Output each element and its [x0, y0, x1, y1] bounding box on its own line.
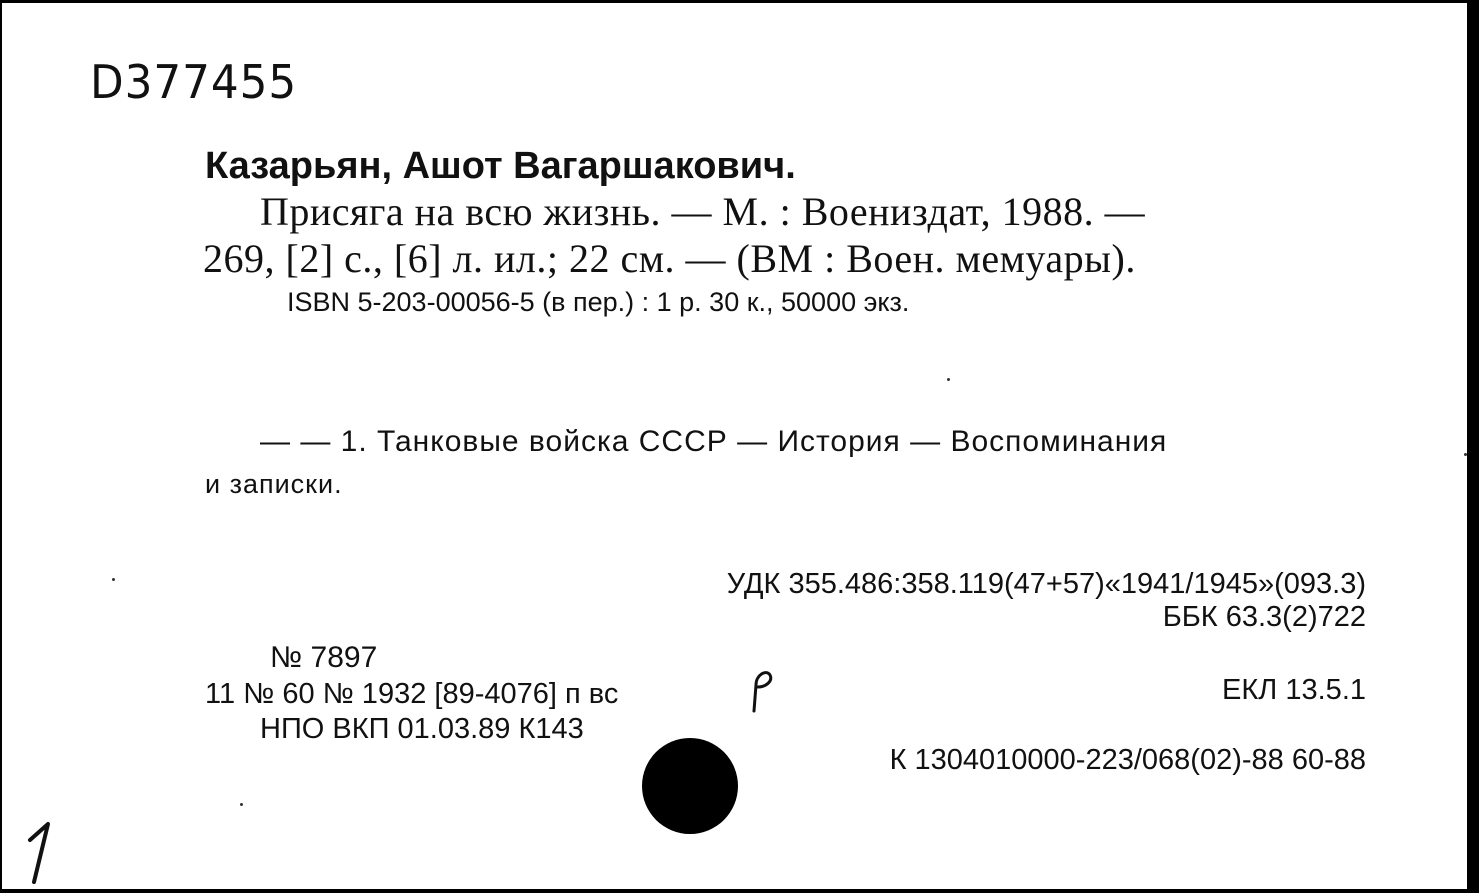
npo-line: НПО ВКП 01.03.89 К143 — [260, 713, 584, 745]
physical-description: 269, [2] с., [6] л. ил.; 22 см. — (ВМ : Воен. мемуары). — [203, 236, 1136, 281]
title-line: Присяга на всю жизнь. — М. : Воениздат, 1988. — — [260, 189, 1146, 234]
punch-hole — [642, 738, 738, 834]
subject-heading-line2: и записки. — [205, 469, 343, 499]
speck — [947, 378, 950, 381]
order-line: 11 № 60 № 1932 [89-4076] п вс — [205, 678, 619, 710]
udk-classification: УДК 355.486:358.119(47+57)«1941/1945»(093.3) — [726, 568, 1366, 600]
card-edge-shadow — [1467, 3, 1476, 889]
author-heading: Казарьян, Ашот Вагаршакович. — [205, 145, 796, 187]
ekl-code: ЕКЛ 13.5.1 — [1222, 674, 1366, 706]
speck — [240, 803, 243, 806]
k-code: К 1304010000-223/068(02)-88 60-88 — [889, 744, 1366, 776]
call-number: D377455 — [90, 55, 298, 109]
speck — [112, 578, 115, 581]
speck — [1464, 453, 1467, 456]
handwritten-one-icon — [24, 818, 64, 888]
subject-heading-line1: — — 1. Танковые войска СССР — История — Воспоминания — [260, 425, 1168, 458]
record-number: № 7897 — [270, 641, 378, 674]
bbk-classification: ББК 63.3(2)722 — [1162, 601, 1366, 633]
isbn-line: ISBN 5-203-00056-5 (в пер.) : 1 р. 30 к., 50000 экз. — [287, 287, 910, 317]
handwritten-mark-icon — [748, 665, 778, 715]
